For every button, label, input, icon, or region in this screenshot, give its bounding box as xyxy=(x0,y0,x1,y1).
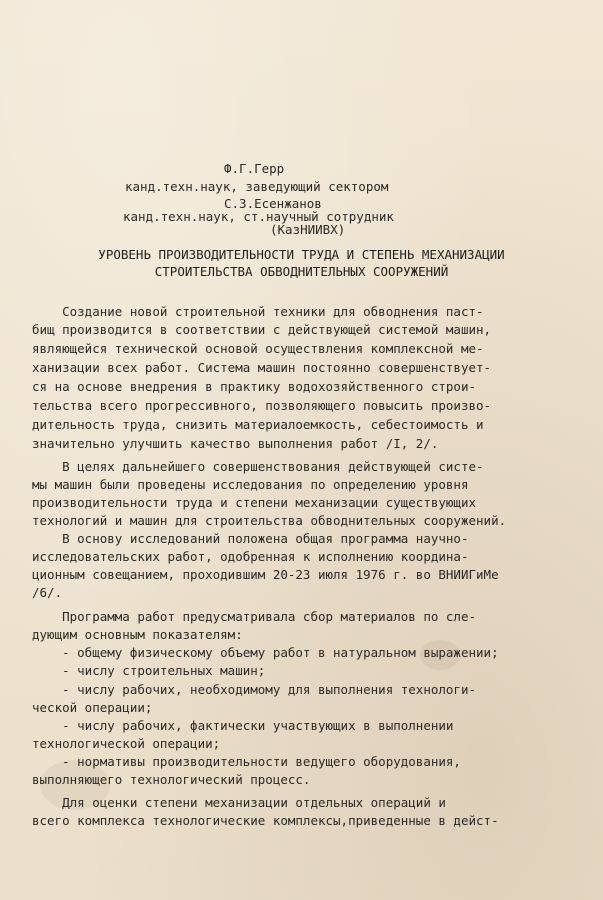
body-line: ционным совещанием, проходившим 20-23 июля 1976 г. во ВНИИГиМе xyxy=(32,567,499,582)
body-line: дительность труда, снизить материалоемкость, себестоимость и xyxy=(32,417,484,432)
body-line: значительно улучшить качество выполнения работ /I, 2/. xyxy=(32,436,439,451)
body-line: технологической операции; xyxy=(32,736,221,751)
body-line: - общему физическому объему работ в натуральном выражении; xyxy=(32,645,499,660)
body-line: Создание новой строительной техники для обводнения паст- xyxy=(32,304,484,319)
body-line: дующим основным показателям: xyxy=(32,627,243,642)
author-1-name: Ф.Г.Герр xyxy=(224,161,285,176)
body-line: /6/. xyxy=(32,585,63,600)
article-title-line-1: УРОВЕНЬ ПРОИЗВОДИТЕЛЬНОСТИ ТРУДА И СТЕПЕНЬ МЕХАНИЗАЦИИ xyxy=(98,247,505,262)
body-line: бищ производится в соответствии с действующей системой машин, xyxy=(32,322,492,337)
body-line: тельства всего прогрессивного, позволяющего повысить произво- xyxy=(32,398,492,413)
body-line: Программа работ предусматривала сбор материалов по сле- xyxy=(32,609,477,624)
body-line: В целях дальнейшего совершенствования действующей систе- xyxy=(32,459,484,474)
author-1-position: канд.техн.наук, заведующий сектором xyxy=(125,179,389,194)
body-line: Для оценки степени механизации отдельных операций и xyxy=(32,795,446,810)
article-title-line-2: СТРОИТЕЛЬСТВА ОБВОДНИТЕЛЬНЫХ СООРУЖЕНИЙ xyxy=(154,264,449,279)
body-line: ся на основе внедрения в практику водохозяйственного строи- xyxy=(32,379,477,394)
body-line: всего комплекса технологические комплексы,приведенные в дейст- xyxy=(32,813,499,828)
institution: (КазНИИВХ) xyxy=(270,222,346,237)
body-line: - нормативы производительности ведущего оборудования, xyxy=(32,754,461,769)
body-line: ческой операции; xyxy=(32,700,153,715)
body-line: - числу рабочих, необходимому для выполнения технологи- xyxy=(32,682,477,697)
author-2-name: С.З.Есенжанов xyxy=(224,196,322,211)
body-line: ханизации всех работ. Система машин постоянно совершенствует- xyxy=(32,360,492,375)
body-line: являющейся технической основой осуществления комплексной ме- xyxy=(32,341,484,356)
body-line: - числу рабочих, фактически участвующих в выполнении xyxy=(32,718,454,733)
body-line: выполняющего технологический процесс. xyxy=(32,772,311,787)
body-line: В основу исследований положена общая программа научно- xyxy=(32,531,469,546)
body-line: мы машин были проведены исследования по определению уровня xyxy=(32,477,469,492)
body-line: технологий и машин для строительства обводнительных сооружений. xyxy=(32,513,507,528)
body-line: производительности труда и степени механизации существующих xyxy=(32,495,477,510)
body-line: - числу строительных машин; xyxy=(32,663,266,678)
body-line: исследовательских работ, одобренная к исполнению координа- xyxy=(32,549,469,564)
author-2-position: канд.техн.наук, ст.научный сотрудник xyxy=(123,209,394,224)
